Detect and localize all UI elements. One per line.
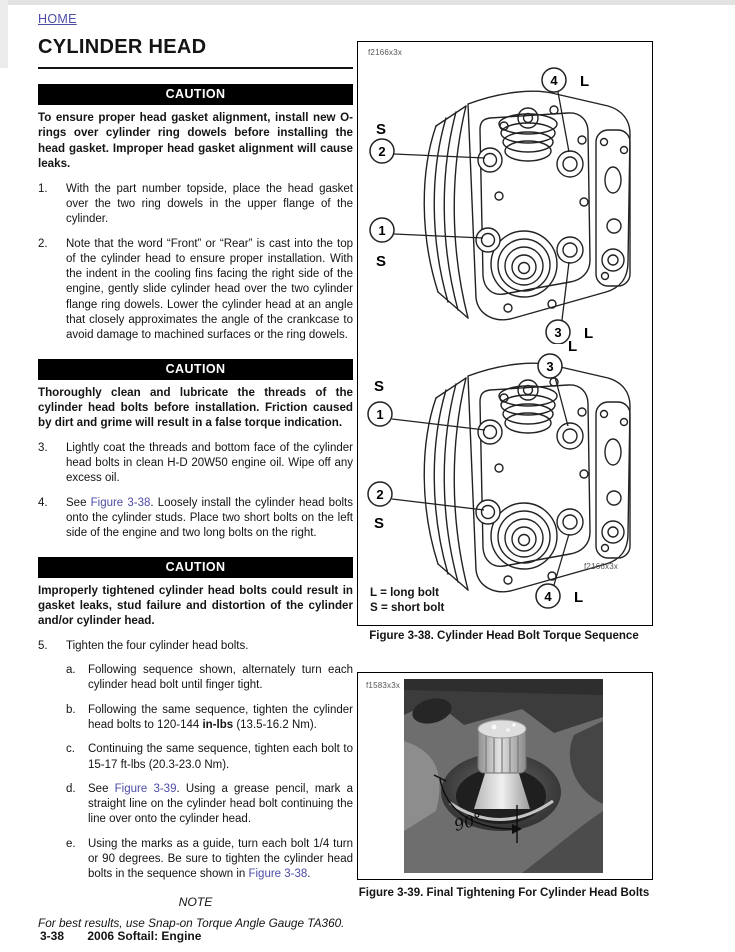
step-text: Note that the word “Front” or “Rear” is cast into the top of the cylinder head to ensure proper installation. With the indent in the cooling fins facing the right side of the engine, gently slide cylinder head over the two cylinder flange ring dowels. Lower the cylinder head at an angle that closely approximates the angle of the crankcase to avoid damage to machined surfaces or the ring dowels. — [66, 237, 353, 342]
torque-sequence-number: 4 — [550, 73, 558, 88]
caution-text-2: Thoroughly clean and lubricate the threads of the cylinder head bolts before installation. Friction caused by dirt and grime will result in a false torque indication. — [38, 385, 353, 430]
window-top-edge — [0, 0, 735, 5]
substep-text: Following sequence shown, alternately turn each cylinder head bolt until finger tight. — [88, 664, 353, 692]
bolt-size-label: L — [568, 338, 578, 355]
substep-c — [66, 742, 353, 773]
step-text-segment: . Loosely install the cylinder head bolts onto the cylinder studs. Place two short bolts on the left side of the engine and two long bolts on the right. — [66, 496, 353, 540]
bolt-photo — [404, 679, 603, 873]
substep-b — [66, 703, 353, 734]
figure-3-38-link-2[interactable]: Figure 3-38 — [248, 868, 308, 881]
step-number: 2. — [38, 237, 48, 250]
step-number: 3. — [38, 441, 48, 454]
step-text: Tighten the four cylinder head bolts. — [66, 639, 249, 652]
step-number: 4. — [38, 496, 48, 509]
substep-text-segment: Using the marks as a guide, turn each bolt 1/4 turn or 90 degrees. Be sure to tighten the cylinder head bolts in the sequence shown in — [88, 837, 353, 881]
caution-banner-3: CAUTION — [38, 557, 353, 578]
figure-3-38-link[interactable]: Figure 3-38 — [90, 496, 151, 509]
step-text: With the part number topside, place the head gasket over the two ring dowels in the upper flange of the cylinder. — [66, 182, 353, 226]
step-text: Lightly coat the threads and bottom face of the cylinder head bolts in clean H-D 20W50 engine oil. Wipe off any excess oil. — [66, 441, 353, 485]
text-column — [38, 10, 353, 930]
substep-text — [88, 703, 353, 734]
caution-text-1: To ensure proper head gasket alignment, install new O-rings over cylinder ring dowels before installing the head gasket. Improper head gasket alignment will cause leaks. — [38, 111, 353, 171]
torque-sequence-number: 2 — [378, 144, 386, 159]
figure-file-label: f1583x3x — [366, 681, 401, 690]
torque-sequence-number: 1 — [376, 407, 384, 422]
substep-bold-segment: in-lbs — [202, 719, 234, 731]
step-text-segment: See — [66, 496, 91, 509]
note-text: For best results, use Snap-on Torque Angle Gauge TA360. — [38, 915, 345, 930]
figure-3-39-link[interactable]: Figure 3-39 — [114, 782, 177, 795]
window-left-edge — [0, 0, 8, 68]
figure-3-38-box — [357, 41, 653, 626]
bolt-size-label: S — [374, 515, 385, 532]
step-2 — [38, 237, 353, 344]
step-3 — [38, 441, 353, 487]
substep-letter: e. — [66, 837, 76, 850]
footer-page-number: 3-38 — [40, 929, 65, 943]
substep-letter: a. — [66, 664, 76, 677]
bolt-size-label: L — [574, 589, 584, 606]
caution-banner-2: CAUTION — [38, 359, 353, 380]
step-5 — [38, 639, 353, 654]
substep-letter: c. — [66, 743, 75, 756]
figure-legend — [370, 585, 444, 615]
substep-text — [88, 837, 353, 883]
figure-3-38-caption: Figure 3-38. Cylinder Head Bolt Torque Sequence — [369, 630, 639, 642]
torque-sequence-number: 4 — [544, 589, 552, 604]
cylinder-head-illustration-upper — [358, 54, 652, 344]
bolt-size-label: S — [376, 253, 387, 270]
torque-sequence-number: 2 — [376, 487, 384, 502]
figure-file-label: f2166x3x — [368, 48, 403, 57]
bolt-size-label: S — [376, 121, 387, 138]
caution-banner-1: CAUTION — [38, 84, 353, 105]
step-number: 5. — [38, 639, 48, 652]
torque-sequence-number: 3 — [546, 359, 554, 374]
figure-3-39-caption: Figure 3-39. Final Tightening For Cylinder Head Bolts — [358, 887, 650, 899]
substep-text-segment: . Using a grease pencil, mark a straight line on the cylinder head bolt continuing the line over onto the cylinder head. — [88, 782, 353, 826]
bolt-size-label: S — [374, 378, 385, 395]
substep-text-segment: Following the same sequence, tighten the cylinder head bolts to 120-144 — [88, 703, 353, 731]
substep-d — [66, 782, 353, 828]
page-footer — [40, 929, 201, 943]
bolt-size-label: L — [584, 325, 594, 342]
step-number: 1. — [38, 182, 48, 195]
angle-annotation: 90° — [451, 808, 485, 835]
figure-3-39-box — [357, 672, 653, 880]
substep-letter: b. — [66, 703, 76, 716]
substep-letter: d. — [66, 782, 76, 795]
substep-text-segment: (13.5-16.2 Nm). — [233, 719, 317, 731]
home-link[interactable]: HOME — [38, 12, 77, 26]
substep-a — [66, 663, 353, 694]
step-text — [66, 496, 353, 542]
step-1 — [38, 182, 353, 228]
title-rule — [38, 67, 353, 69]
torque-sequence-number: 3 — [554, 325, 562, 340]
substep-text-segment: See — [88, 782, 115, 795]
bolt-size-label: L — [580, 73, 590, 90]
torque-sequence-number: 1 — [378, 223, 386, 238]
figure-file-label: f2166x3x — [584, 562, 619, 571]
substep-text: Continuing the same sequence, tighten each bolt to 15-17 ft-lbs (20.3-23.0 Nm). — [88, 743, 353, 771]
step-4 — [38, 496, 353, 542]
legend-short-bolt: S = short bolt — [370, 601, 445, 614]
legend-long-bolt: L = long bolt — [370, 586, 440, 599]
substep-e — [66, 837, 353, 883]
substep-text — [88, 782, 353, 828]
page-title: CYLINDER HEAD — [38, 36, 207, 58]
note-heading: NOTE — [178, 894, 213, 909]
caution-text-3: Improperly tightened cylinder head bolts could result in gasket leaks, stud failure and distortion of the cylinder and/or cylinder head. — [38, 583, 353, 628]
footer-doc-title: 2006 Softail: Engine — [87, 929, 202, 943]
substep-text-segment: . — [307, 868, 311, 881]
